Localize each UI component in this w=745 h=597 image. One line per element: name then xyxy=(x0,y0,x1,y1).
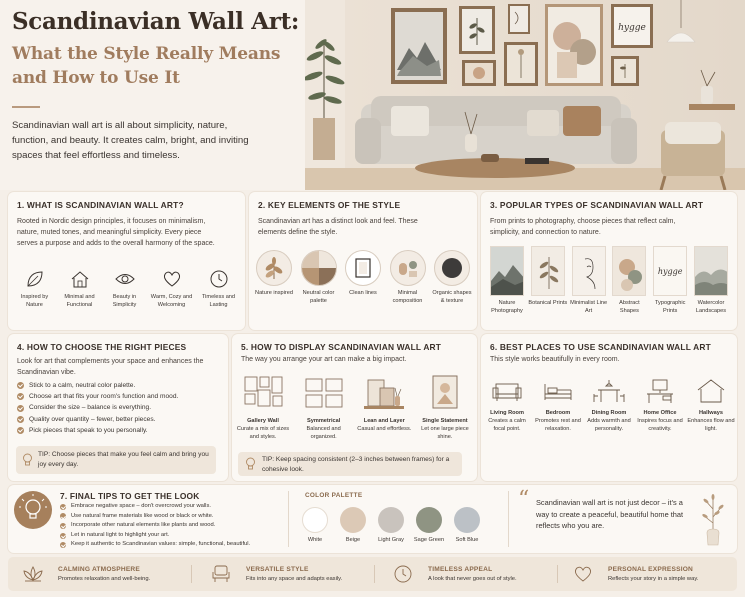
element-clean-lines: Clean lines xyxy=(342,250,384,305)
list-item: Quality over quantity – fewer, better pieces. xyxy=(17,414,178,425)
section-text: From prints to photography, choose pieces that reflect calm, simplicity, and connection to nature. xyxy=(490,218,676,236)
section-final-tips-card xyxy=(8,485,737,553)
section-key-elements-card xyxy=(249,192,477,330)
list-item: Consider the size – balance is everything. xyxy=(17,402,178,413)
final-tips-checklist xyxy=(60,502,250,550)
section-title: 4. HOW TO CHOOSE THE RIGHT PIECES xyxy=(17,342,187,352)
type-nature-photography: Nature Photography xyxy=(487,246,527,315)
palette-title: COLOR PALETTE xyxy=(305,492,363,499)
swatch-sage-green: Sage Green xyxy=(416,507,442,543)
list-item: Pick pieces that speak to you personally. xyxy=(17,425,178,436)
list-item: Stick to a calm, neutral color palette. xyxy=(17,380,178,391)
hero-living-room-image xyxy=(305,0,745,190)
section-title: 2. KEY ELEMENTS OF THE STYLE xyxy=(258,200,401,210)
list-item: Use natural frame materials like wood or black or white. xyxy=(60,512,250,522)
display-lean-layer: Lean and Layer Casual and effortless. xyxy=(355,374,413,441)
element-neutral: Neutral color palette xyxy=(298,250,340,305)
benefits-bar xyxy=(8,557,737,591)
list-item: Let in natural light to highlight your art. xyxy=(60,531,250,541)
place-dining-room: Dining Room Adds warmth and personality. xyxy=(585,376,633,433)
section-text: The way you arrange your art can make a big impact. xyxy=(241,356,407,363)
type-typographic: hygge Typographic Prints xyxy=(650,246,690,315)
section-text: This style works beautifully in every room. xyxy=(490,356,620,363)
principle-warm: Warm, Cozy and Welcoming xyxy=(148,268,196,309)
lotus-icon xyxy=(20,564,46,584)
section-title: 5. HOW TO DISPLAY SCANDINAVIAN WALL ART xyxy=(241,342,442,352)
chair-icon xyxy=(208,564,234,584)
lightbulb-icon xyxy=(14,491,52,529)
section-what-is-card xyxy=(8,192,245,330)
list-item: Keep it authentic to Scandinavian values: simple, functional, beautiful. xyxy=(60,540,250,550)
display-single-statement: Single Statement Let one large piece shine. xyxy=(416,374,474,441)
swatch-light-gray: Light Gray xyxy=(378,507,404,543)
color-palette xyxy=(302,507,480,543)
list-item: Choose art that fits your room's function and mood. xyxy=(17,391,178,402)
section-choose-pieces-card xyxy=(8,334,228,481)
heart-icon xyxy=(161,268,183,290)
swatch-soft-blue: Soft Blue xyxy=(454,507,480,543)
section-text: Rooted in Nordic design principles, it focuses on minimalism, nature, muted tones, and meaningful simplicity. Every piece serves a purpose and adds to the overall harmony of the space. xyxy=(17,218,215,247)
clock-icon xyxy=(208,268,230,290)
place-bedroom: Bedroom Promotes rest and relaxation. xyxy=(534,376,582,433)
swatch-white: White xyxy=(302,507,328,543)
section-best-places-card xyxy=(481,334,737,481)
section-title: 6. BEST PLACES TO USE SCANDINAVIAN WALL ART xyxy=(490,342,711,352)
leaf-icon xyxy=(24,268,46,290)
section-title: 7. FINAL TIPS TO GET THE LOOK xyxy=(60,491,200,501)
benefit-personal: PERSONAL EXPRESSION Reflects your story in a simple way. xyxy=(570,557,698,591)
benefit-timeless: TIMELESS APPEAL A look that never goes out of style. xyxy=(390,557,517,591)
element-minimal: Minimal composition xyxy=(387,250,429,305)
hallway-icon xyxy=(694,376,728,406)
vase-branch-icon xyxy=(694,489,732,549)
bed-icon xyxy=(541,376,575,406)
section-display-card xyxy=(232,334,477,481)
display-tip: TIP: Keep spacing consistent (2–3 inches between frames) for a cohesive look. xyxy=(238,452,462,476)
list-item: Incorporate other natural elements like plants and wood. xyxy=(60,521,250,531)
principle-nature: Inspired by Nature xyxy=(13,268,57,309)
typographic-thumb-text: hygge xyxy=(657,266,683,276)
display-gallery-wall: Gallery Wall Curate a mix of sizes and styles. xyxy=(234,374,292,441)
benefit-versatile: VERSATILE STYLE Fits into any space and adapts easily. xyxy=(208,557,342,591)
clock-icon xyxy=(390,564,416,584)
dining-table-icon xyxy=(592,376,626,406)
desk-icon xyxy=(643,376,677,406)
type-abstract: Abstract Shapes xyxy=(609,246,649,315)
principle-timeless: Timeless and Lasting xyxy=(197,268,241,309)
place-home-office: Home Office Inspires focus and creativity. xyxy=(636,376,684,433)
element-nature: Nature inspired xyxy=(253,250,295,305)
type-watercolor: Watercolor Landscapes xyxy=(691,246,731,315)
hero-frame-text: hygge xyxy=(618,23,646,33)
section-title: 1. WHAT IS SCANDINAVIAN WALL ART? xyxy=(17,200,184,210)
benefit-calming: CALMING ATMOSPHERE Promotes relaxation and well-being. xyxy=(20,557,150,591)
list-item: Embrace negative space – don't overcrowd your walls. xyxy=(60,502,250,512)
element-organic: Organic shapes & texture xyxy=(431,250,473,305)
choose-checklist xyxy=(17,380,178,436)
heart-icon xyxy=(570,564,596,584)
type-botanical: Botanical Prints xyxy=(528,246,568,315)
lightbulb-icon xyxy=(22,453,33,467)
page-title: Scandinavian Wall Art: xyxy=(12,8,300,35)
section-title: 3. POPULAR TYPES OF SCANDINAVIAN WALL ART xyxy=(490,200,704,210)
quote-text: Scandinavian wall art is not just decor – it's a way to create a peaceful, beautiful home that reflects who you are. xyxy=(536,498,684,530)
type-line-art: Minimalist Line Art xyxy=(569,246,609,315)
principle-minimal: Minimal and Functional xyxy=(58,268,102,309)
sofa-icon xyxy=(490,376,524,406)
swatch-beige: Beige xyxy=(340,507,366,543)
section-text: Look for art that complements your space and enhances the Scandinavian vibe. xyxy=(17,358,204,376)
intro-text: Scandinavian wall art is all about simplicity, nature, function, and beauty. It creates calm, bright, and inviting spaces that feel effortless and timeless. xyxy=(12,120,249,161)
section-text: Scandinavian art has a distinct look and feel. These elements define the style. xyxy=(258,218,418,236)
page-subtitle: What the Style Really Means and How to Use It xyxy=(12,44,281,88)
lightbulb-icon xyxy=(245,457,256,471)
title-divider xyxy=(12,106,40,108)
house-icon xyxy=(69,268,91,290)
section-popular-types-card xyxy=(481,192,737,330)
tips-badge xyxy=(14,491,52,529)
place-living-room: Living Room Creates a calm focal point. xyxy=(483,376,531,433)
display-symmetrical: Symmetrical Balanced and organized. xyxy=(295,374,353,441)
eye-icon xyxy=(114,268,136,290)
choose-tip: TIP: Choose pieces that make you feel calm and bring you joy every day. xyxy=(16,446,216,474)
quote-mark-icon: “ xyxy=(518,487,530,512)
place-hallways: Hallways Enhances flow and light. xyxy=(687,376,735,433)
principle-beauty: Beauty in Simplicity xyxy=(103,268,147,309)
